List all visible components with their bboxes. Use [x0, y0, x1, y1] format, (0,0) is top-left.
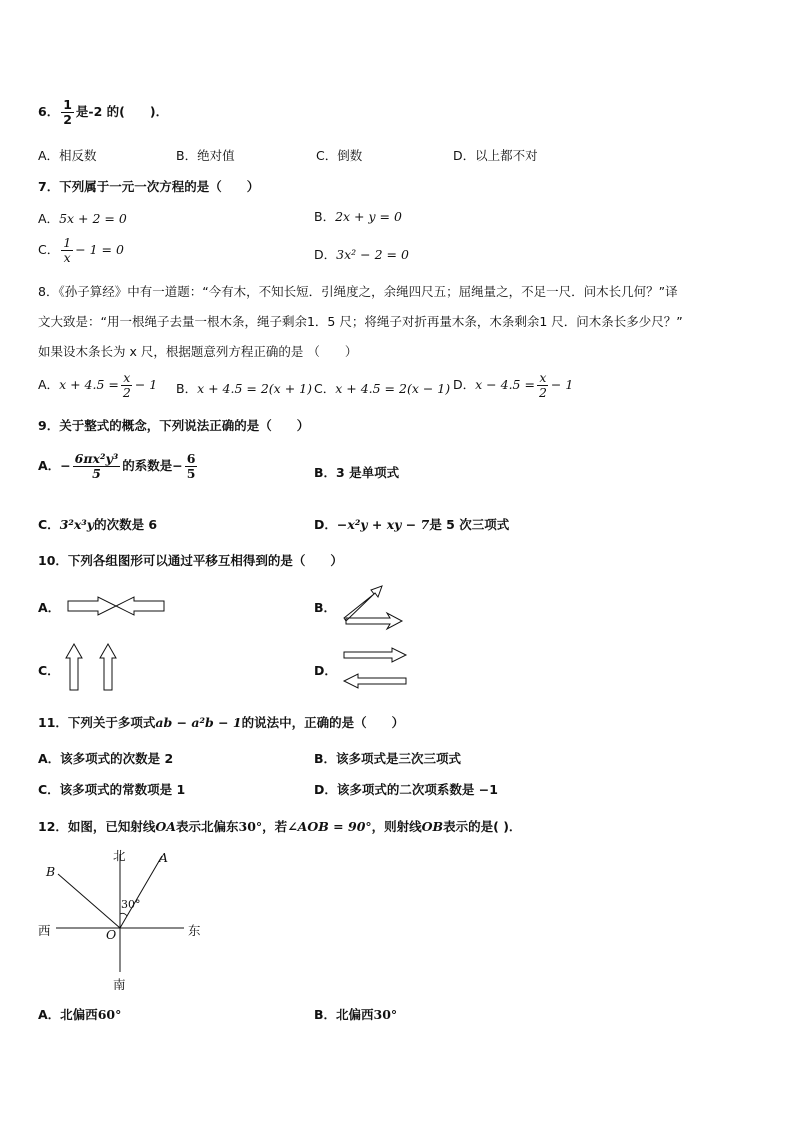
q12-option-b: B．北偏西30°	[314, 1007, 398, 1022]
q6-option-c: C．倒数	[316, 148, 363, 163]
compass-north-label: 北	[113, 848, 126, 863]
q12-compass-figure	[34, 842, 214, 992]
ray-oa	[120, 856, 162, 928]
q10-figure-b-arrows	[338, 580, 408, 632]
q10-figure-d-arrows	[340, 644, 412, 692]
q7-option-c: C． $\frac{1}{x}$ − 1 = 0	[38, 235, 124, 265]
q7-option-a: A．5x + 2 = 0	[38, 211, 127, 226]
q11-option-b: B．该多项式是三次三项式	[314, 751, 462, 766]
q9-option-c: C．3²x³y的次数是 6	[38, 517, 158, 532]
origin-o-label: O	[106, 927, 117, 942]
compass-east-label: 东	[188, 923, 201, 938]
q11-option-d: D．该多项式的二次项系数是 −1	[314, 782, 498, 797]
q8-option-d: D．x − 4.5 = $\frac{x}{2}$ − 1	[453, 370, 574, 400]
q10-option-b-label: B．	[314, 600, 337, 615]
q7-option-d: D．3x² − 2 = 0	[314, 247, 409, 262]
q10-option-a-label: A．	[38, 600, 61, 615]
q8-option-b: B．x + 4.5 = 2(x + 1)	[176, 381, 312, 396]
q11-option-c: C．该多项式的常数项是 1	[38, 782, 186, 797]
q10-option-d-label: D．	[314, 663, 337, 678]
fraction: $\frac{1}{2}$	[63, 97, 72, 127]
question-8-line-3: 如果设木条长为 x 尺，根据题意列方程正确的是 （ ）	[38, 344, 358, 359]
q12-option-a: A．北偏西60°	[38, 1007, 122, 1022]
angle-30-label: 30°	[121, 898, 141, 911]
question-8-line-1: 8．《孙子算经》中有一道题：“今有木，不知长短．引绳度之，余绳四尺五；屈绳量之，不足一尺．问木长几何？”译	[38, 284, 678, 299]
point-a-label: A	[159, 850, 169, 865]
q8-option-a: A．x + 4.5 = $\frac{x}{2}$ − 1	[38, 370, 158, 400]
q10-figure-a-arrows	[64, 596, 168, 616]
question-7-stem: 7．下列属于一元一次方程的是（ ）	[38, 179, 260, 194]
q6-option-a: A．相反数	[38, 148, 97, 163]
q10-figure-c-arrows	[62, 640, 122, 694]
question-12-stem: 12．如图，已知射线OA表示北偏东30°，若∠AOB = 90°，则射线OB表示的是( )．	[38, 819, 522, 834]
compass-west-label: 西	[38, 923, 51, 938]
q6-option-d: D．以上都不对	[453, 148, 538, 163]
point-b-label: B	[46, 864, 56, 879]
angle-arc	[120, 913, 127, 916]
question-9-stem: 9．关于整式的概念，下列说法正确的是（ ）	[38, 418, 310, 433]
q8-option-c: C．x + 4.5 = 2(x − 1)	[314, 381, 451, 396]
question-11-stem: 11．下列关于多项式ab − a²b − 1的说法中，正确的是（ ）	[38, 715, 405, 730]
q9-option-d: D．−x²y + xy − 7是 5 次三项式	[314, 517, 510, 532]
q9-option-b: B．3 是单项式	[314, 465, 400, 480]
question-6-stem: 6． $\frac{1}{2}$ 是-2 的( )．	[38, 97, 169, 127]
compass-south-label: 南	[113, 977, 126, 992]
q9-option-a: A．− $\frac{\text{6πx²y³}}{5}$ 的系数是− $\frac{6}{5}$	[38, 451, 196, 481]
ray-ob	[58, 874, 120, 928]
q6-option-b: B．绝对值	[176, 148, 235, 163]
q10-option-c-label: C．	[38, 663, 60, 678]
q7-option-b: B．2x + y = 0	[314, 209, 402, 224]
question-10-stem: 10．下列各组图形可以通过平移互相得到的是（ ）	[38, 553, 343, 568]
question-8-line-2: 文大致是：“用一根绳子去量一根木条，绳子剩余1．5 尺；将绳子对折再量木条，木条剩余1 尺．问木条长多少尺？”	[38, 314, 683, 329]
q11-option-a: A．该多项式的次数是 2	[38, 751, 174, 766]
